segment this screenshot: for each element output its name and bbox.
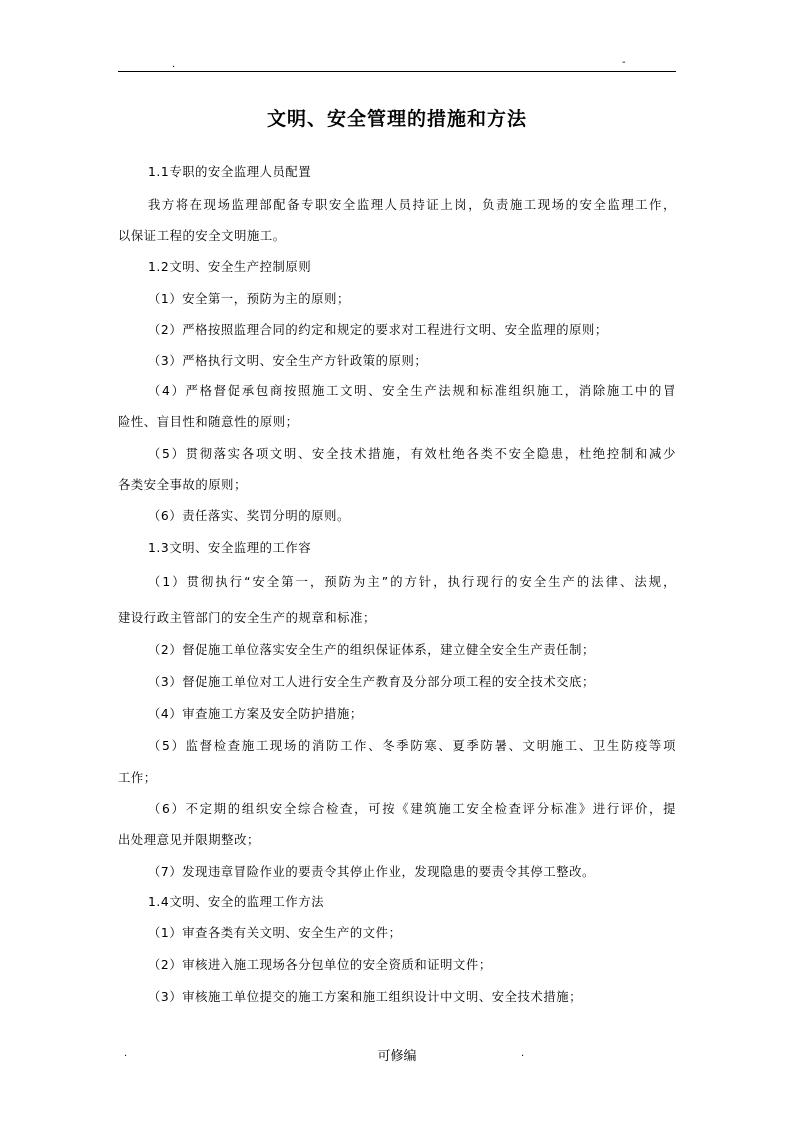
list-item-continued: 出处理意见并限期整改； <box>118 833 260 847</box>
list-item: （6）不定期的组织安全综合检查，可按《建筑施工安全检查评分标准》进行评价，提 <box>148 802 676 816</box>
list-item-continued: 险性、盲目性和随意性的原则； <box>118 415 299 429</box>
list-item: （4）严格督促承包商按照施工文明、安全生产法规和标准组织施工，消除施工中的冒 <box>148 384 676 398</box>
list-item: （3）督促施工单位对工人进行安全生产教育及分部分项工程的安全技术交底； <box>148 675 595 689</box>
list-item: （4）审查施工方案及安全防护措施； <box>148 707 363 721</box>
list-item: （3）严格执行文明、安全生产方针政策的原则； <box>148 354 428 368</box>
paragraph-line: 我方将在现场监理部配备专职安全监理人员持证上岗，负责施工现场的安全监理工作， <box>148 198 676 212</box>
section-heading-1-1: 1.1专职的安全监理人员配置 <box>148 165 312 179</box>
header-rule <box>118 71 676 72</box>
list-item: （5）贯彻落实各项文明、安全技术措施，有效杜绝各类不安全隐患，杜绝控制和减少 <box>148 447 676 461</box>
list-item-continued: 各类安全事故的原则； <box>118 478 247 492</box>
list-item-continued: 建设行政主管部门的安全生产的规章和标准； <box>118 611 376 625</box>
list-item: （1）审查各类有关文明、安全生产的文件； <box>148 926 402 940</box>
list-item: （7）发现违章冒险作业的要责令其停止作业，发现隐患的要责令其停工整改。 <box>148 865 595 879</box>
header-right-mark: - <box>622 57 626 68</box>
section-heading-1-3: 1.3文明、安全监理的工作容 <box>148 541 312 555</box>
list-item: （3）审核施工单位提交的施工方案和施工组织设计中文明、安全技术措施； <box>148 990 583 1004</box>
footer-left-mark: . <box>124 1048 128 1059</box>
list-item: （2）严格按照监理合同的约定和规定的要求对工程进行文明、安全监理的原则； <box>148 323 608 337</box>
list-item: （2）审核进入施工现场各分包单位的安全资质和证明文件； <box>148 958 492 972</box>
list-item: （5）监督检查施工现场的消防工作、冬季防寒、夏季防暑、文明施工、卫生防疫等项 <box>148 739 676 753</box>
header-left-mark: . <box>172 59 176 70</box>
list-item: （6）责任落实、奖罚分明的原则。 <box>148 509 350 523</box>
footer-right-mark: . <box>521 1048 525 1059</box>
footer-text: 可修编 <box>377 1049 417 1064</box>
list-item: （2）督促施工单位落实安全生产的组织保证体系，建立健全安全生产责任制； <box>148 643 595 657</box>
section-heading-1-4: 1.4文明、安全的监理工作方法 <box>148 895 325 909</box>
document-title: 文明、安全管理的措施和方法 <box>266 108 527 130</box>
section-heading-1-2: 1.2文明、安全生产控制原则 <box>148 260 312 274</box>
list-item-continued: 工作； <box>118 771 157 785</box>
paragraph-line: 以保证工程的安全文明施工。 <box>118 229 286 243</box>
list-item: （1）贯彻执行“安全第一，预防为主”的方针，执行现行的安全生产的法律、法规， <box>148 575 676 589</box>
list-item: （1）安全第一，预防为主的原则； <box>148 292 350 306</box>
